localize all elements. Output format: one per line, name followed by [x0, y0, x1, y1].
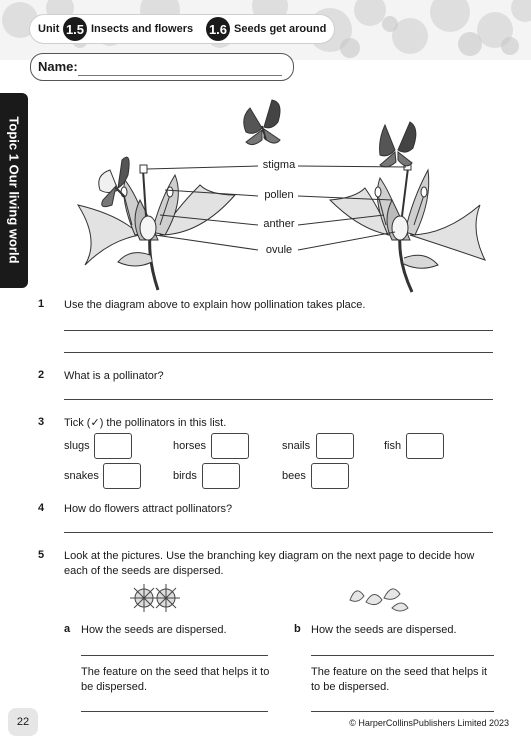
question-5-number: 5	[38, 549, 45, 561]
seed-pictures	[0, 578, 531, 618]
tick-label-snails: snails	[282, 440, 311, 452]
tick-box-horses[interactable]	[211, 433, 249, 459]
center-butterfly-illustration	[244, 100, 280, 145]
answer-line-2[interactable]	[64, 399, 493, 400]
answer-line-5b-1[interactable]	[311, 655, 494, 656]
part-b-letter: b	[294, 623, 301, 635]
tick-box-snakes[interactable]	[103, 463, 141, 489]
unit-badge-2: 1.6	[206, 17, 230, 41]
question-2-text: What is a pollinator?	[64, 370, 164, 382]
seed-picture-b	[350, 589, 408, 611]
answer-line-5a-2[interactable]	[81, 711, 268, 712]
page-number: 22	[8, 708, 38, 736]
tick-box-fish[interactable]	[406, 433, 444, 459]
unit-badge-1: 1.5	[63, 17, 87, 41]
copyright-notice: © HarperCollinsPublishers Limited 2023	[349, 718, 509, 728]
answer-line-4[interactable]	[64, 532, 493, 533]
label-stigma: stigma	[262, 159, 296, 171]
tick-label-horses: horses	[173, 440, 207, 452]
tick-label-bees: bees	[282, 470, 306, 482]
left-flower-illustration	[78, 157, 235, 290]
right-flower-illustration	[330, 122, 485, 292]
question-5-text: Look at the pictures. Use the branching key diagram on the next page to decide how each of the seeds are dispersed.	[64, 550, 475, 577]
tick-box-slugs[interactable]	[94, 433, 132, 459]
answer-line-5b-2[interactable]	[311, 711, 494, 712]
question-1-text: Use the diagram above to explain how pollination takes place.	[64, 299, 366, 311]
part-b-question-2: The feature on the seed that helps it to be dispersed.	[311, 666, 488, 693]
tick-box-snails[interactable]	[316, 433, 354, 459]
question-3-number: 3	[38, 416, 45, 428]
unit-title-1: Insects and flowers	[91, 23, 194, 35]
label-pollen: pollen	[264, 189, 294, 201]
tick-label-slugs: slugs	[64, 440, 90, 452]
part-a-question-2: The feature on the seed that helps it to be dispersed.	[81, 666, 270, 693]
topic-side-tab-label: Topic 1 Our living world	[6, 116, 22, 264]
part-a-question-1: How the seeds are dispersed.	[81, 624, 227, 636]
question-1-number: 1	[38, 298, 45, 310]
unit-title-2: Seeds get around	[234, 23, 327, 35]
question-4-number: 4	[38, 502, 45, 514]
tick-label-snakes: snakes	[64, 470, 99, 482]
answer-line-1b[interactable]	[64, 352, 493, 353]
unit-label: Unit	[38, 23, 60, 35]
answer-line-5a-1[interactable]	[81, 655, 268, 656]
tick-label-birds: birds	[173, 470, 197, 482]
name-label: Name:	[38, 59, 78, 74]
seed-picture-a	[130, 584, 180, 612]
question-3-text: Tick (✓) the pollinators in this list.	[64, 417, 227, 429]
question-2-number: 2	[38, 369, 45, 381]
answer-line-1a[interactable]	[64, 330, 493, 331]
label-ovule: ovule	[265, 244, 293, 256]
tick-box-bees[interactable]	[311, 463, 349, 489]
label-anther: anther	[263, 218, 295, 230]
tick-box-birds[interactable]	[202, 463, 240, 489]
question-4-text: How do flowers attract pollinators?	[64, 503, 233, 515]
tick-label-fish: fish	[384, 440, 402, 452]
part-a-letter: a	[64, 623, 71, 635]
part-b-question-1: How the seeds are dispersed.	[311, 624, 457, 636]
